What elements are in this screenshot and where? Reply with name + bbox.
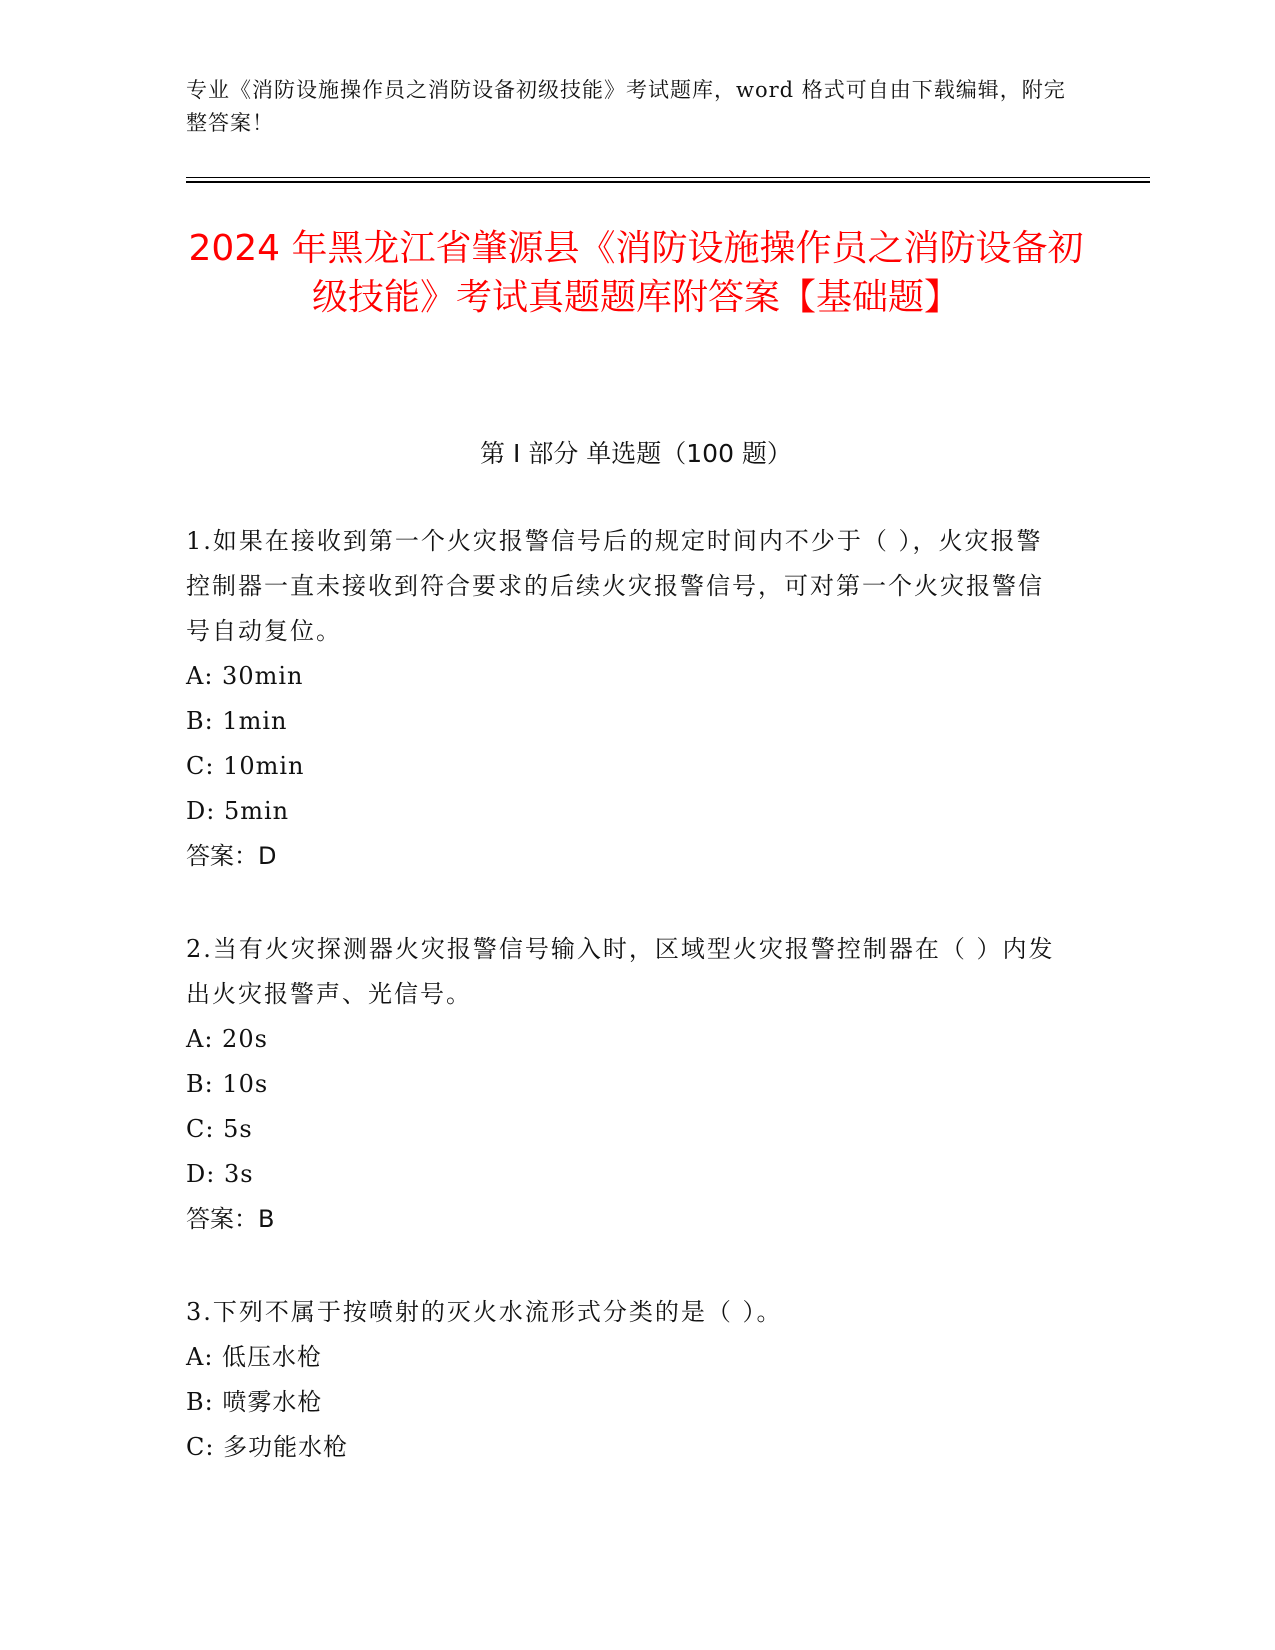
option-d: D: 3s xyxy=(186,1160,254,1188)
question-2 xyxy=(186,927,1066,1242)
option-d: D: 5min xyxy=(186,797,290,825)
option-c: C: 多功能水枪 xyxy=(186,1433,349,1461)
section-heading: 第 I 部分 单选题（100 题） xyxy=(480,439,792,468)
option-c: C: 5s xyxy=(186,1115,253,1143)
option-a: A: 30min xyxy=(186,662,304,690)
option-a: A: 20s xyxy=(186,1025,268,1053)
answer-line: 答案：D xyxy=(186,842,277,870)
question-1 xyxy=(186,519,1066,879)
option-b: B: 10s xyxy=(186,1070,269,1098)
question-3 xyxy=(186,1290,1066,1470)
question-stem: 1.如果在接收到第一个火灾报警信号后的规定时间内不少于（ ），火灾报警控制器一直未接收到符合要求的后续火灾报警信号，可对第一个火灾报警信号自动复位。 xyxy=(186,527,1044,645)
document-title: 2024 年黑龙江省肇源县《消防设施操作员之消防设备初级技能》考试真题题库附答案【基础题】 xyxy=(188,228,1084,318)
option-c: C: 10min xyxy=(186,752,305,780)
header-note: 专业《消防设施操作员之消防设备初级技能》考试题库，word 格式可自由下载编辑，附完整答案！ xyxy=(186,78,1066,135)
option-b: B: 1min xyxy=(186,707,288,735)
option-b: B: 喷雾水枪 xyxy=(186,1388,323,1416)
header-divider-thin xyxy=(186,177,1150,178)
question-stem: 2.当有火灾探测器火灾报警信号输入时，区域型火灾报警控制器在（ ）内发出火灾报警声、光信号。 xyxy=(186,935,1055,1008)
answer-line: 答案：B xyxy=(186,1205,275,1233)
question-stem: 3.下列不属于按喷射的灭火水流形式分类的是（ ）。 xyxy=(186,1298,783,1326)
option-a: A: 低压水枪 xyxy=(186,1343,323,1371)
header-divider-thick xyxy=(186,181,1150,183)
